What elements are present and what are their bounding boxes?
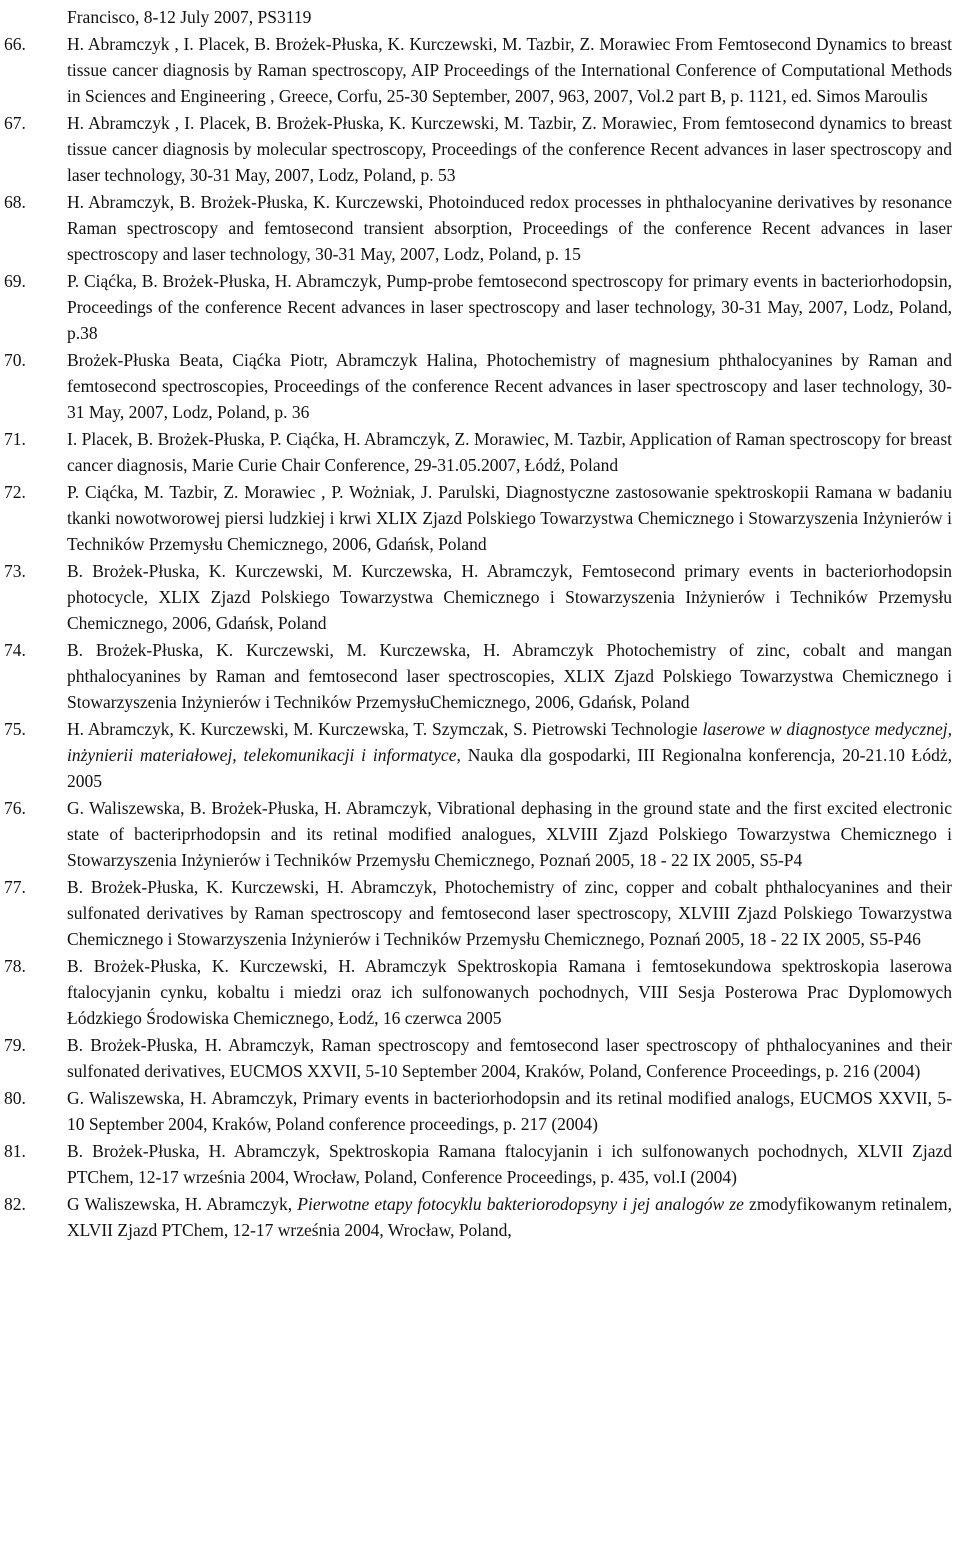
reference-title-italic: Pierwotne etapy fotocyklu bakteriorodopsyny i jej analogów ze xyxy=(297,1194,744,1214)
reference-73 xyxy=(4,558,952,636)
reference-number: 75. xyxy=(4,719,26,739)
reference-text: G. Waliszewska, H. Abramczyk, Primary events in bacteriorhodopsin and its retinal modified analogs, EUCMOS XXVII, 5-10 September 2004, Kraków, Poland conference proceedings, p. 217 (2004) xyxy=(67,1088,952,1134)
reference-67 xyxy=(4,110,952,188)
reference-number: 67. xyxy=(4,113,26,133)
reference-70 xyxy=(4,347,952,425)
reference-text: Brożek-Płuska Beata, Ciąćka Piotr, Abramczyk Halina, Photochemistry of magnesium phthalocyanines by Raman and femtosecond spectroscopies, Proceedings of the conference Recent advances in laser spectroscopy and laser technology, 30-31 May, 2007, Lodz, Poland, p. 36 xyxy=(67,350,952,422)
reference-title-italic: laserowe w diagnostyce medycznej, inżynierii materiałowej, telekomunikacji i informatyce, xyxy=(67,719,952,765)
reference-number: 80. xyxy=(4,1088,26,1108)
reference-text: H. Abramczyk , I. Placek, B. Brożek-Płuska, K. Kurczewski, M. Tazbir, Z. Morawiec From Femtosecond Dynamics to breast tissue cancer diagnosis by Raman spectroscopy, AIP Proceedings of the International Conference of Computational Methods in Sciences and Engineering , Greece, Corfu, 25-30 September, 2007, 963, 2007, Vol.2 part B, p. 1121, ed. Simos Maroulis xyxy=(67,34,952,106)
reference-77 xyxy=(4,874,952,952)
reference-number: 82. xyxy=(4,1194,26,1214)
reference-text: B. Brożek-Płuska, K. Kurczewski, H. Abramczyk, Photochemistry of zinc, copper and cobalt phthalocyanines and their sulfonated derivatives by Raman spectroscopy and femtosecond laser spectroscopy, XLVIII Zjazd Polskiego Towarzystwa Chemicznego i Stowarzyszenia Inżynierów i Techników Przemysłu Chemicznego, Poznań 2005, 18 - 22 IX 2005, S5-P46 xyxy=(67,877,952,949)
reference-76 xyxy=(4,795,952,873)
reference-82 xyxy=(4,1191,952,1243)
reference-text: B. Brożek-Płuska, K. Kurczewski, M. Kurczewska, H. Abramczyk, Femtosecond primary events in bacteriorhodopsin photocycle, XLIX Zjazd Polskiego Towarzystwa Chemicznego i Stowarzyszenia Inżynierów i Techników Przemysłu Chemicznego, 2006, Gdańsk, Poland xyxy=(67,561,952,633)
reference-66 xyxy=(4,31,952,109)
reference-authors: H. Abramczyk, K. Kurczewski, M. Kurczewska, T. Szymczak, S. Pietrowski Technologie xyxy=(67,719,703,739)
reference-number: 74. xyxy=(4,640,26,660)
reference-75 xyxy=(4,716,952,794)
reference-text: G. Waliszewska, B. Brożek-Płuska, H. Abramczyk, Vibrational dephasing in the ground state and the first excited electronic state of bacteriprhodopsin and its retinal modified analogues, XLVIII Zjazd Polskiego Towarzystwa Chemicznego i Stowarzyszenia Inżynierów i Techników Przemysłu Chemicznego, Poznań 2005, 18 - 22 IX 2005, S5-P4 xyxy=(67,798,952,870)
reference-text: B. Brożek-Płuska, K. Kurczewski, H. Abramczyk Spektroskopia Ramana i femtosekundowa spektroskopia laserowa ftalocyjanin cynku, kobaltu i miedzi oraz ich sulfonowanych pochodnych, VIII Sesja Posterowa Prac Dyplomowych Łódzkiego Środowiska Chemicznego, Łodź, 16 czerwca 2005 xyxy=(67,956,952,1028)
reference-text: B. Brożek-Płuska, H. Abramczyk, Raman spectroscopy and femtosecond laser spectroscopy of phthalocyanines and their sulfonated derivatives, EUCMOS XXVII, 5-10 September 2004, Kraków, Poland, Conference Proceedings, p. 216 (2004) xyxy=(67,1035,952,1081)
reference-78 xyxy=(4,953,952,1031)
reference-text: I. Placek, B. Brożek-Płuska, P. Ciąćka, H. Abramczyk, Z. Morawiec, M. Tazbir, Application of Raman spectroscopy for breast cancer diagnosis, Marie Curie Chair Conference, 29-31.05.2007, Łódź, Poland xyxy=(67,429,952,475)
reference-venue: zmodyfikowanym retinalem, XLVII Zjazd PTChem, 12-17 września 2004, Wrocław, Poland, xyxy=(67,1194,952,1240)
reference-number: 72. xyxy=(4,482,26,502)
reference-text: B. Brożek-Płuska, K. Kurczewski, M. Kurczewska, H. Abramczyk Photochemistry of zinc, cobalt and mangan phthalocyanines by Raman and femtosecond laser spectroscopies, XLIX Zjazd Polskiego Towarzystwa Chemicznego i Stowarzyszenia Inżynierów i Techników PrzemysłuChemicznego, 2006, Gdańsk, Poland xyxy=(67,640,952,712)
reference-number: 78. xyxy=(4,956,26,976)
reference-number: 77. xyxy=(4,877,26,897)
reference-text: H. Abramczyk, B. Brożek-Płuska, K. Kurczewski, Photoinduced redox processes in phthalocyanine derivatives by resonance Raman spectroscopy and femtosecond transient absorption, Proceedings of the conference Recent advances in laser spectroscopy and laser technology, 30-31 May, 2007, Lodz, Poland, p. 15 xyxy=(67,192,952,264)
reference-number: 71. xyxy=(4,429,26,449)
reference-number: 76. xyxy=(4,798,26,818)
reference-72 xyxy=(4,479,952,557)
reference-number: 66. xyxy=(4,34,26,54)
reference-number: 70. xyxy=(4,350,26,370)
reference-text: P. Ciąćka, M. Tazbir, Z. Morawiec , P. Wożniak, J. Parulski, Diagnostyczne zastosowanie spektroskopii Ramana w badaniu tkanki nowotworowej piersi ludzkiej i krwi XLIX Zjazd Polskiego Towarzystwa Chemicznego i Stowarzyszenia Inżynierów i Techników Przemysłu Chemicznego, 2006, Gdańsk, Poland xyxy=(67,482,952,554)
reference-text: P. Ciąćka, B. Brożek-Płuska, H. Abramczyk, Pump-probe femtosecond spectroscopy for primary events in bacteriorhodopsin, Proceedings of the conference Recent advances in laser spectroscopy and laser technology, 30-31 May, 2007, Lodz, Poland, p.38 xyxy=(67,271,952,343)
reference-text xyxy=(67,716,952,794)
reference-authors: G Waliszewska, H. Abramczyk, xyxy=(67,1194,298,1214)
reference-74 xyxy=(4,637,952,715)
reference-venue: Nauka dla gospodarki, III Regionalna konferencja, 20-21.10 Łódż, 2005 xyxy=(67,745,952,791)
reference-number: 81. xyxy=(4,1141,26,1161)
reference-number: 79. xyxy=(4,1035,26,1055)
reference-71 xyxy=(4,426,952,478)
reference-number: 68. xyxy=(4,192,26,212)
reference-number: 69. xyxy=(4,271,26,291)
reference-text: B. Brożek-Płuska, H. Abramczyk, Spektroskopia Ramana ftalocyjanin i ich sulfonowanych pochodnych, XLVII Zjazd PTChem, 12-17 września 2004, Wrocław, Poland, Conference Proceedings, p. 435, vol.I (2004) xyxy=(67,1141,952,1187)
reference-79 xyxy=(4,1032,952,1084)
reference-text: H. Abramczyk , I. Placek, B. Brożek-Płuska, K. Kurczewski, M. Tazbir, Z. Morawiec, From femtosecond dynamics to breast tissue cancer diagnosis by molecular spectroscopy, Proceedings of the conference Recent advances in laser spectroscopy and laser technology, 30-31 May, 2007, Lodz, Poland, p. 53 xyxy=(67,113,952,185)
reference-number: 73. xyxy=(4,561,26,581)
reference-text xyxy=(67,1191,952,1243)
reference-80 xyxy=(4,1085,952,1137)
reference-81 xyxy=(4,1138,952,1190)
reference-68 xyxy=(4,189,952,267)
reference-69 xyxy=(4,268,952,346)
continuation-line: Francisco, 8-12 July 2007, PS3119 xyxy=(67,7,312,27)
